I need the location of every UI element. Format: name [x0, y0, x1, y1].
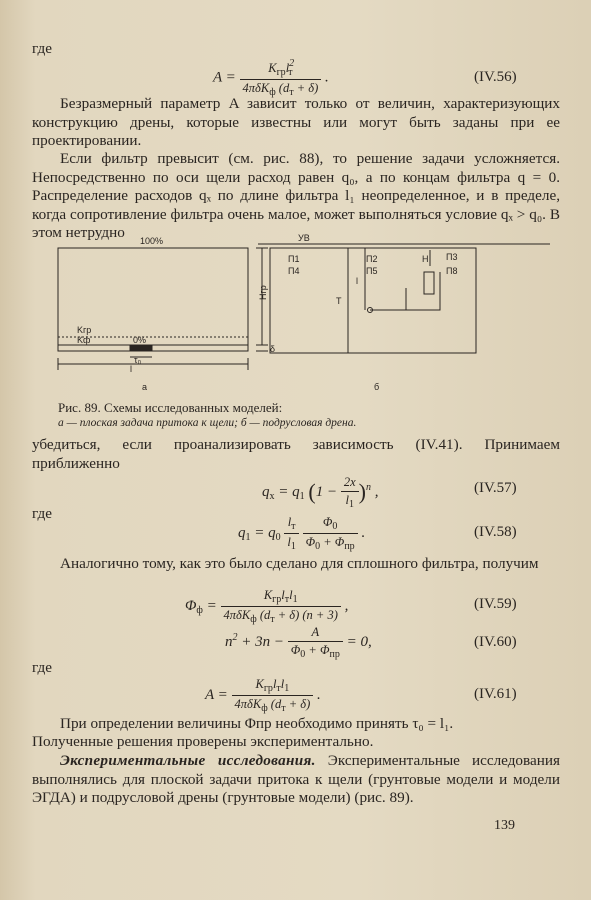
label-t: T — [336, 296, 342, 306]
label-100-percent: 100% — [140, 236, 164, 246]
label-h-gr: Hгр — [258, 285, 268, 300]
figure-panel-b — [258, 244, 550, 353]
label-delta: δ — [270, 344, 276, 354]
label-zero-percent: 0% — [133, 335, 147, 345]
well-p5: П5 — [366, 266, 378, 276]
label-k-gr: Kгр — [77, 325, 92, 335]
paragraph-parameter-a: Безразмерный параметр A зависит только от величин, характеризующих конструкцию дрены, которые известны или могут быть заданы при ее проектировании. — [32, 95, 560, 150]
eq-number-iv56: (IV.56) — [474, 69, 517, 85]
label-h: H — [422, 254, 429, 264]
equation-iv56: A = $\frac{K_{гр}l^2_т}{4\pi\delta K_ф (d_т + \delta)}$ . — [213, 58, 329, 98]
equation-iv57: $q_x = q_1$ (1 − $\frac{2x}{l_1}$ )$^n$ , — [262, 475, 379, 510]
figure-panel-a — [58, 248, 268, 370]
figure-caption-title: Рис. 89. Схемы исследованных моделей: — [58, 400, 283, 415]
paragraph-experimental-body: Экспериментальные исследования выполнялись для плоской задачи притока к щели (грунтовые модели и модели ЭГДА) и подрусловой дрены (грунтовые модели) (рис. 89). — [32, 752, 560, 807]
well-p2: П2 — [366, 254, 378, 264]
where-label-2: где — [32, 505, 52, 522]
eq-number-iv59: (IV.59) — [474, 596, 517, 612]
eq-number-iv61: (IV.61) — [474, 686, 517, 702]
where-label-1: где — [32, 40, 52, 57]
label-l-a: l — [130, 364, 132, 374]
well-p8: П8 — [446, 266, 458, 276]
paragraph-analogous: Аналогично тому, как это было сделано для сплошного фильтра, получим — [60, 555, 539, 572]
figure-89 — [30, 232, 570, 402]
paragraph-verified: Полученные решения проверены экспериментально. — [32, 733, 374, 750]
paragraph-verify: убедиться, если проанализировать зависимость (IV.41). Принимаем приближенно — [32, 436, 560, 472]
panel-label-b: б — [374, 382, 380, 392]
page-number: 139 — [494, 818, 515, 833]
well-p1: П1 — [288, 254, 300, 264]
equation-iv61: A = $\frac{K_{гр}l_тl_1}{4\pi\delta K_ф (d_т + \delta)}$ . — [205, 677, 321, 714]
label-tau: τ₀ — [134, 355, 142, 365]
paragraph-phi-pr: При определении величины Φпр необходимо принять τ₀ = l₁. — [60, 715, 454, 732]
where-label-3: где — [32, 659, 52, 676]
well-p3: П3 — [446, 252, 458, 262]
figure-caption-body: а — плоская задача притока к щели; б — подрусловая дрена. — [58, 417, 357, 429]
label-uv: УВ — [298, 233, 310, 243]
well-p4: П4 — [288, 266, 300, 276]
paragraph-filter: Если фильтр превысит (см. рис. 88), то решение задачи усложняется. Непосредственно по оси щели расход равен q₀, а по концам фильтра q = 0. Распределение расходов qₓ по длине фильтра l₁ неопределенное, и в пределе, когда сопротивление фильтра очень малое, может выполняться условие qₓ > q₀. В этом нетрудно — [32, 150, 560, 242]
eq-number-iv58: (IV.58) — [474, 524, 517, 540]
section-heading-experimental: Экспериментальные исследования. — [60, 752, 316, 769]
label-l-b: l — [356, 276, 358, 286]
equation-iv59: $\Phi_ф$ = $\frac{K_{гр}l_тl_1}{4\pi\delta K_ф (d_т + \delta) (n + 3)}$ , — [185, 588, 349, 625]
equation-iv60: $n^2 + 3n$ − $\frac{A}{\Phi_0 + \Phi_{пр}}$ = 0, — [225, 625, 372, 660]
paragraph-experimental — [32, 752, 560, 808]
slot-rect — [130, 345, 152, 351]
eq-number-iv57: (IV.57) — [474, 480, 517, 496]
equation-iv58: $q_1 = q_0$ $\frac{l_т}{l_1}$ $\frac{\Phi_0}{\Phi_0 + \Phi_{пр}}$ . — [238, 515, 366, 552]
panel-label-a: а — [142, 382, 148, 392]
eq-number-iv60: (IV.60) — [474, 634, 517, 650]
label-k-f: Kф — [77, 335, 91, 345]
